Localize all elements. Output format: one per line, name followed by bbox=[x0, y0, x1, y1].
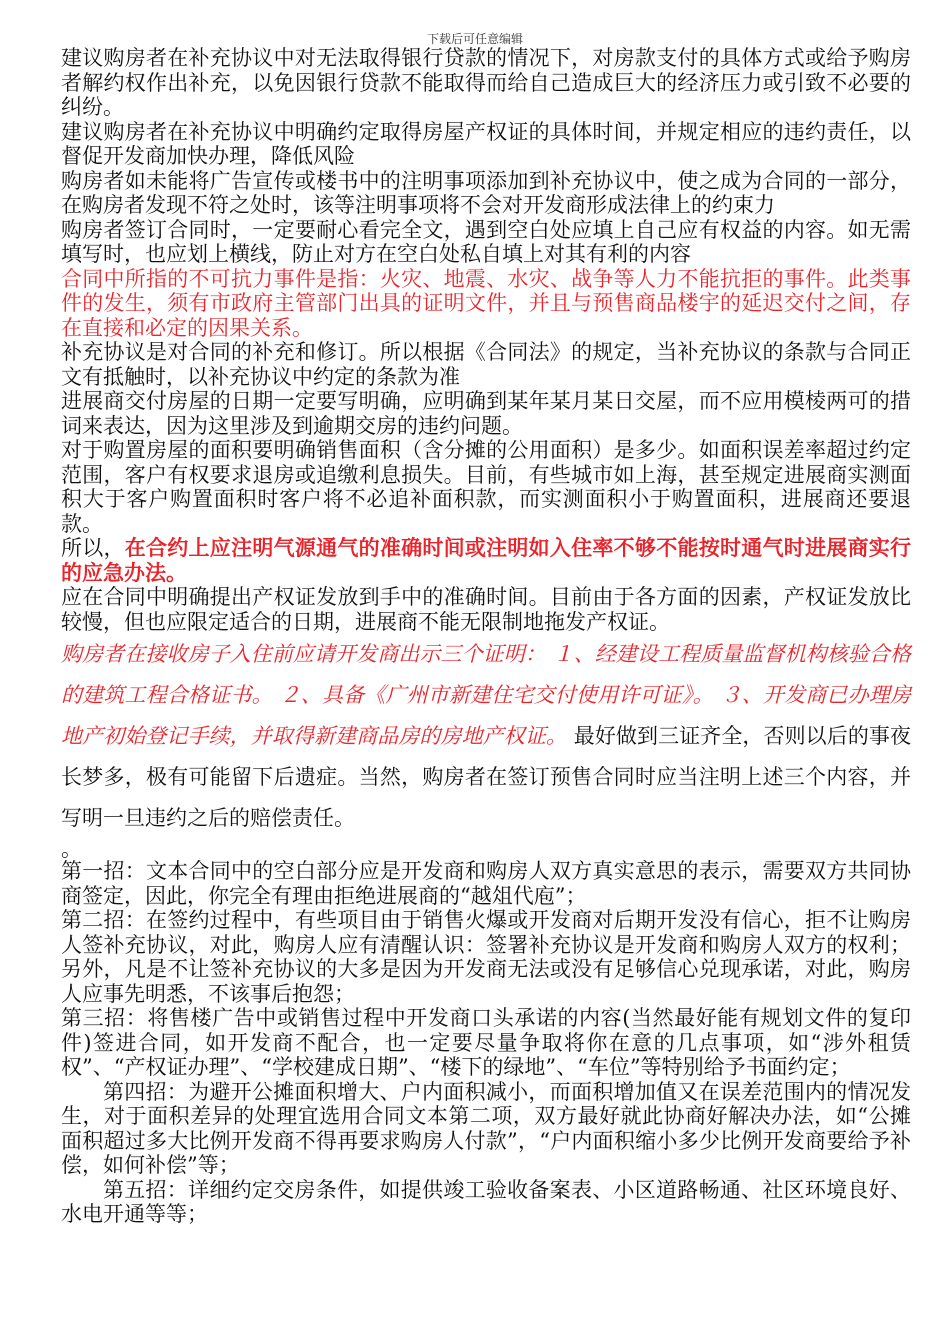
paragraph-dot: 。 bbox=[61, 837, 82, 861]
paragraph-certificate-time: 应在合同中明确提出产权证发放到手中的准确时间。目前由于各方面的因素，产权证发放比较慢，但也应限定适合的日期，进展商不能无限制地拖发产权证。 bbox=[61, 585, 911, 634]
page-header: 下载后可任意编辑 bbox=[426, 32, 523, 46]
paragraph-tip-1: 第一招：文本合同中的空白部分应是开发商和购房人双方真实意思的表示，需要双方共同协商签定，因此，你完全有理由拒绝进展商的“越俎代庖”； bbox=[61, 859, 911, 908]
paragraph-title-deed: 建议购房者在补充协议中明确约定取得房屋产权证的具体时间，并规定相应的违约责任，以督促开发商加快办理，降低风险 bbox=[61, 119, 911, 168]
document-body bbox=[61, 46, 911, 1227]
paragraph-delivery-date: 进展商交付房屋的日期一定要写明确，应明确到某年某月某日交屋，而不应用模棱两可的措词来表达，因为这里涉及到逾期交房的违约问题。 bbox=[61, 389, 911, 438]
paragraph-tip-5: 第五招：详细约定交房条件，如提供竣工验收备案表、小区道路畅通、社区环境良好、水电开通等等； bbox=[61, 1177, 911, 1226]
paragraph-loan-clause: 建议购房者在补充协议中对无法取得银行贷款的情况下，对房款支付的具体方式或给予购房者解约权作出补充，以免因银行贷款不能取得而给自己造成巨大的经济压力或引致不必要的纠纷。 bbox=[61, 46, 911, 119]
paragraph-blank-fields: 购房者签订合同时，一定要耐心看完全文，遇到空白处应填上自己应有权益的内容。如无需填写时，也应划上横线，防止对方在空白处私自填上对其有利的内容 bbox=[61, 217, 911, 266]
three-certificates-tail: 最好做到三证齐全，否则以后的事夜长梦多，极有可能留下后遗症。当然，购房者在签订预售合同时应当注明上述三个内容，并写明一旦违约之后的赔偿责任。 bbox=[61, 724, 911, 830]
paragraph-tip-3: 第三招：将售楼广告中或销售过程中开发商口头承诺的内容(当然最好能有规划文件的复印件)签进合同，如开发商不配合，也一定要尽量争取将你在意的几点事项，如“涉外租赁权”、“产权证办理”、“学校建成日期”、“楼下的绿地”、“车位”等特别给予书面约定； bbox=[61, 1006, 911, 1079]
paragraph-tip-2: 第二招：在签约过程中，有些项目由于销售火爆或开发商对后期开发没有信心，拒不让购房人签补充协议，对此，购房人应有清醒认识：签署补充协议是开发商和购房人双方的权利；另外，凡是不让签补充协议的大多是因为开发商无法或没有足够信心兑现承诺，对此，购房人应事先明悉，不该事后抱怨； bbox=[61, 908, 911, 1006]
paragraph-three-certificates bbox=[61, 634, 911, 839]
paragraph-advertising: 购房者如未能将广告宣传或楼书中的注明事项添加到补充协议中，使之成为合同的一部分，在购房者发现不符之处时，该等注明事项将不会对开发商形成法律上的约束力 bbox=[61, 168, 911, 217]
gas-lead-text: 所以， bbox=[61, 536, 125, 560]
paragraph-supplement: 补充协议是对合同的补充和修订。所以根据《合同法》的规定，当补充协议的条款与合同正文有抵触时，以补充协议中约定的条款为准 bbox=[61, 340, 911, 389]
paragraph-gas bbox=[61, 536, 911, 585]
paragraph-tip-4: 第四招：为避开公摊面积增大、户内面积减小，而面积增加值又在误差范围内的情况发生，对于面积差异的处理宜选用合同文本第二项，双方最好就此协商好解决办法，如“公摊面积超过多大比例开发商不得再要求购房人付款”，“户内面积缩小多少比例开发商要给予补偿，如何补偿”等； bbox=[61, 1079, 911, 1177]
gas-bold-text: 在合约上应注明气源通气的准确时间或注明如入住率不够不能按时通气时进展商实行的应急办法。 bbox=[61, 535, 912, 585]
paragraph-force-majeure: 合同中所指的不可抗力事件是指：火灾、地震、水灾、战争等人力不能抗拒的事件。此类事件的发生，须有市政府主管部门出具的证明文件，并且与预售商品楼宇的延迟交付之间，存在直接和必定的因果关系。 bbox=[61, 266, 911, 340]
three-certificates-italic: 购房者在接收房子入住前应请开发商出示三个证明： １、经建设工程质量监督机构核验合格的建筑工程合格证书。 ２、具备《广州市新建住宅交付使用许可证》。 ３、开发商已办理房地产初始登记手续，并取得新建商品房的房地产权证。 bbox=[61, 642, 911, 748]
paragraph-area: 对于购置房屋的面积要明确销售面积（含分摊的公用面积）是多少。如面积误差率超过约定范围，客户有权要求退房或追缴利息损失。目前，有些城市如上海，甚至规定进展商实测面积大于客户购置面积时客户将不必追补面积款，而实测面积小于购置面积，进展商还要退款。 bbox=[61, 438, 911, 536]
